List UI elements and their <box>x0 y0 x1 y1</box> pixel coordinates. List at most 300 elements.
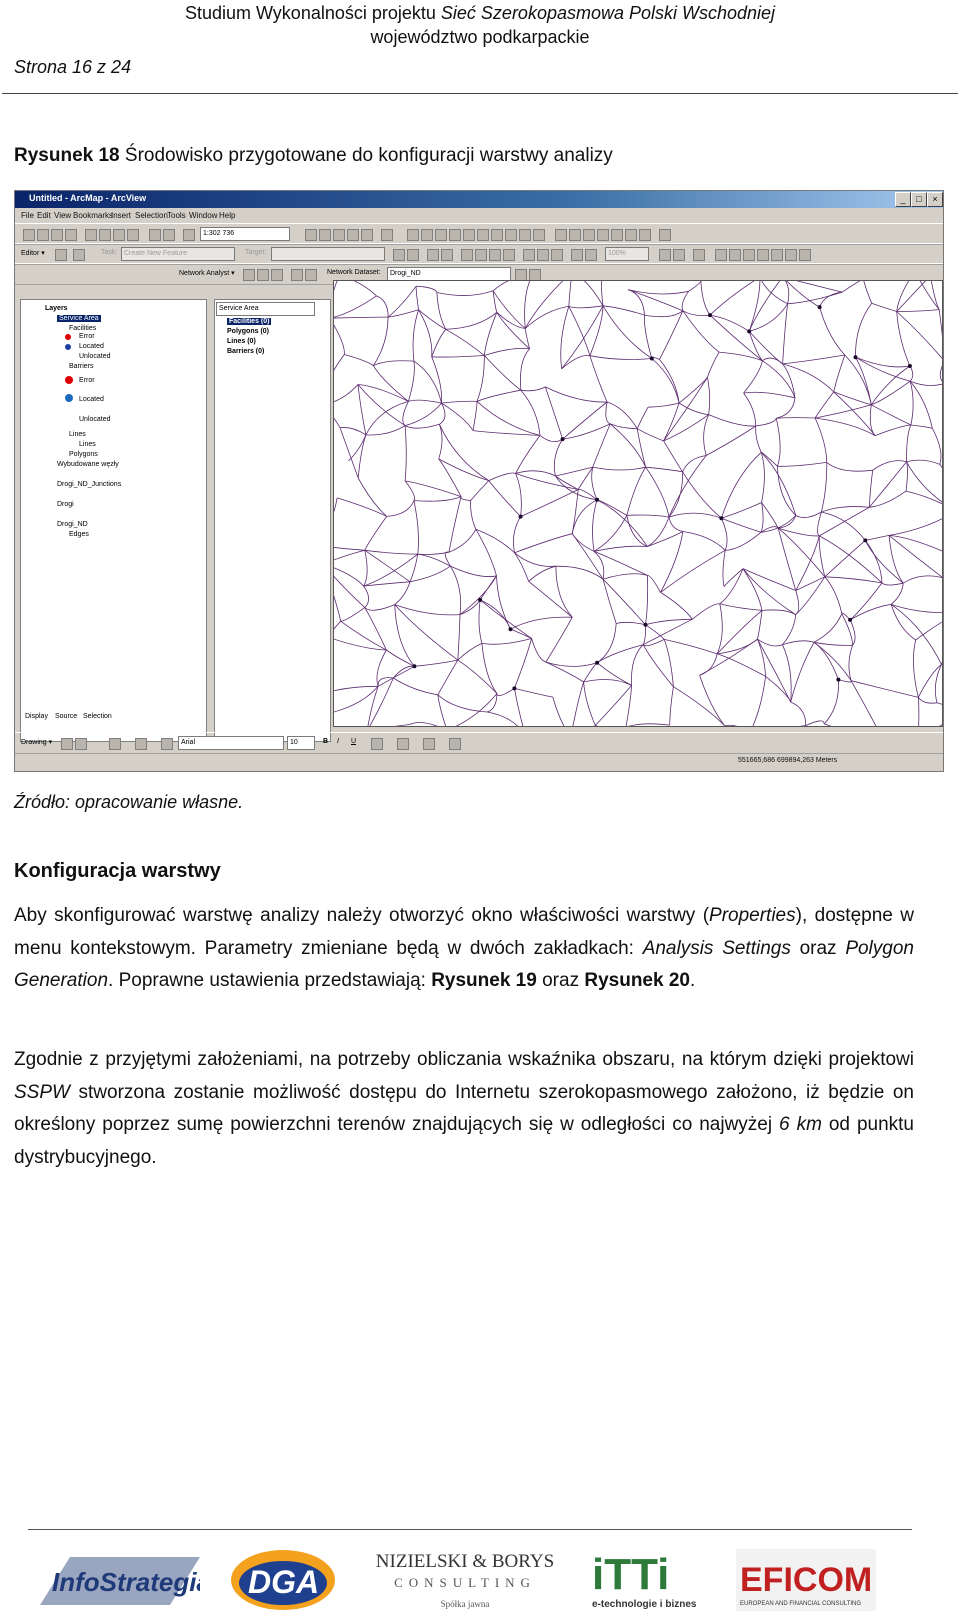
road-segment <box>932 429 941 465</box>
line-color-icon[interactable] <box>423 738 435 750</box>
network-dataset-label: Network Dataset: <box>327 269 381 276</box>
open-icon[interactable] <box>37 229 49 241</box>
road-segment <box>458 643 482 660</box>
road-segment <box>333 621 341 638</box>
select-arrow-icon[interactable] <box>61 738 73 750</box>
network-junction <box>509 627 513 631</box>
road-segment <box>476 529 497 576</box>
menu-view[interactable]: View <box>54 211 72 220</box>
underline-button[interactable]: U <box>351 738 357 745</box>
road-segment <box>414 501 419 554</box>
toc-lines-group[interactable]: Lines <box>69 431 86 438</box>
sketch-properties-icon[interactable] <box>441 249 453 261</box>
road-segment <box>446 312 497 329</box>
road-segment <box>514 688 526 727</box>
road-segment <box>723 550 725 586</box>
road-segment <box>815 392 834 418</box>
road-segment <box>707 377 709 414</box>
rotate-data-icon[interactable] <box>757 249 769 261</box>
link-icon[interactable] <box>503 249 515 261</box>
toc-layers[interactable]: Layers <box>45 305 68 312</box>
trace-icon[interactable] <box>771 249 783 261</box>
road-segment <box>377 296 389 317</box>
target-select[interactable] <box>271 247 385 261</box>
road-segment <box>626 685 632 727</box>
control-points-icon[interactable] <box>537 249 549 261</box>
marker-color-icon[interactable] <box>449 738 461 750</box>
road-segment <box>438 695 447 727</box>
network-junction <box>708 313 712 317</box>
road-segment <box>484 356 521 391</box>
menu-file[interactable]: File <box>21 211 34 220</box>
road-segment <box>414 497 461 502</box>
edit-vertices-icon[interactable] <box>161 738 173 750</box>
clear-selection-icon[interactable] <box>533 229 545 241</box>
menu-tools[interactable]: Tools <box>167 211 186 220</box>
road-segment <box>493 280 532 291</box>
road-segment <box>682 291 688 310</box>
road-segment <box>910 381 943 385</box>
road-segment <box>645 311 683 317</box>
toc-barriers-located: Located <box>79 396 104 403</box>
road-segment <box>594 515 627 551</box>
menu-window[interactable]: Window <box>189 211 218 220</box>
toc-drogi-nd-junctions[interactable]: Drogi_ND_Junctions <box>57 481 122 488</box>
toc-wybudowane-wezly[interactable]: Wybudowane węzły <box>57 461 119 468</box>
network-junction <box>650 357 654 361</box>
road-segment <box>882 583 903 585</box>
rectangle-icon[interactable] <box>109 738 121 750</box>
road-segment <box>930 280 939 310</box>
road-segment <box>333 318 344 354</box>
header-region: województwo podkarpackie <box>370 27 590 47</box>
p1-ref-figure-20: Rysunek 20 <box>584 970 690 991</box>
road-segment <box>865 535 889 540</box>
road-segment <box>756 426 762 452</box>
p1-italic-polygon-generation: Polygon Generation <box>14 937 914 991</box>
toc-service-area[interactable]: Service Area <box>59 315 99 322</box>
map-canvas[interactable] <box>333 280 943 727</box>
road-segment <box>910 366 913 381</box>
select-location-icon[interactable] <box>271 269 283 281</box>
toc-drogi-nd[interactable]: Drogi_ND <box>57 521 88 528</box>
road-segment <box>569 280 572 306</box>
rectify-icon[interactable] <box>585 249 597 261</box>
road-segment <box>903 576 943 583</box>
road-segment <box>516 473 522 516</box>
snap-icon[interactable] <box>571 249 583 261</box>
toc-tab-selection[interactable]: Selection <box>83 713 112 720</box>
road-segment <box>592 500 597 552</box>
arcmap-screenshot <box>14 190 944 772</box>
road-segment <box>873 461 907 471</box>
fixed-zoom-out-icon[interactable] <box>449 229 461 241</box>
road-segment <box>664 639 717 654</box>
catalog-icon[interactable] <box>361 229 373 241</box>
header-divider <box>2 93 958 94</box>
road-segment <box>493 291 525 329</box>
eficom-logo-text: EFICOM <box>740 1561 873 1599</box>
guides-icon[interactable] <box>743 249 755 261</box>
add-data-icon[interactable] <box>183 229 195 241</box>
road-segment <box>856 357 911 381</box>
road-segment <box>458 660 497 693</box>
road-segment <box>339 280 376 296</box>
command-line-icon[interactable] <box>333 229 345 241</box>
sketch-tool-icon[interactable] <box>73 249 85 261</box>
road-segment <box>897 280 915 312</box>
road-segment <box>592 467 597 500</box>
road-segment <box>450 566 460 615</box>
p1-ref-figure-19: Rysunek 19 <box>431 970 537 991</box>
road-segment <box>333 564 365 608</box>
road-segment <box>939 310 943 361</box>
scale-icon[interactable] <box>785 249 797 261</box>
road-segment <box>825 540 866 576</box>
window-title: Untitled - ArcMap - ArcView <box>29 193 147 203</box>
flicker-icon[interactable] <box>693 249 705 261</box>
road-segment <box>442 401 478 403</box>
road-segment <box>563 402 608 439</box>
forward-icon[interactable] <box>505 229 517 241</box>
undo-icon[interactable] <box>149 229 161 241</box>
road-segment <box>907 460 940 464</box>
road-segment <box>386 650 414 666</box>
road-segment <box>891 583 903 604</box>
road-segment <box>643 619 692 645</box>
road-segment <box>820 292 843 307</box>
road-segment <box>815 405 871 418</box>
rotate-tool-icon[interactable] <box>407 249 419 261</box>
standard-toolbar <box>15 223 943 245</box>
road-segment <box>710 280 760 315</box>
toc-polygons[interactable]: Polygons <box>69 451 98 458</box>
layout-icon[interactable] <box>347 229 359 241</box>
network-junction <box>561 437 565 441</box>
road-segment <box>940 464 943 511</box>
p1-italic-analysis-settings: Analysis Settings <box>642 937 791 959</box>
edit-tool-icon[interactable] <box>55 249 67 261</box>
road-segment <box>497 688 515 695</box>
road-segment <box>897 312 910 367</box>
pan-icon[interactable] <box>463 229 475 241</box>
circle-icon[interactable] <box>799 249 811 261</box>
figure-number: Rysunek 18 <box>14 145 120 166</box>
hyperlink-icon[interactable] <box>625 229 637 241</box>
road-segment <box>405 403 441 426</box>
split-tool-icon[interactable] <box>393 249 405 261</box>
back-icon[interactable] <box>491 229 503 241</box>
editor-menu[interactable]: Editor ▾ <box>21 250 45 257</box>
menu-edit[interactable]: Edit <box>37 211 51 220</box>
close-button[interactable]: × <box>927 192 943 207</box>
error-point-icon <box>65 334 71 340</box>
coordinates-readout: 551665,686 699894,263 Meters <box>738 757 838 764</box>
road-segment <box>470 501 475 530</box>
delete-icon[interactable] <box>127 229 139 241</box>
adjust-icon[interactable] <box>523 249 535 261</box>
road-segment <box>545 387 607 402</box>
rotate-icon[interactable] <box>75 738 87 750</box>
road-segment <box>869 470 872 507</box>
swipe-icon[interactable] <box>673 249 685 261</box>
solve-icon[interactable] <box>291 269 303 281</box>
road-segment <box>717 639 757 654</box>
cut-icon[interactable] <box>85 229 97 241</box>
road-segment <box>637 429 663 441</box>
menu-help[interactable]: Help <box>219 211 236 220</box>
road-segment <box>416 286 437 292</box>
road-segment <box>333 545 365 550</box>
road-segment <box>897 312 943 362</box>
road-segment <box>584 682 596 725</box>
status-bar <box>15 753 943 771</box>
road-segment <box>333 385 358 406</box>
road-segment <box>783 355 845 364</box>
road-segment <box>707 352 719 377</box>
road-segment <box>851 681 877 727</box>
road-segment <box>710 315 749 331</box>
road-segment <box>414 660 457 666</box>
window-titlebar <box>15 191 943 208</box>
road-segment <box>897 280 931 312</box>
toc-barriers[interactable]: Barriers <box>69 363 94 370</box>
select-features-icon[interactable] <box>519 229 531 241</box>
directions-icon[interactable] <box>305 269 317 281</box>
measure-icon[interactable] <box>611 229 623 241</box>
paste-icon[interactable] <box>113 229 125 241</box>
save-icon[interactable] <box>51 229 63 241</box>
road-segment <box>796 591 799 615</box>
font-size-select[interactable]: 10 <box>287 736 315 750</box>
road-segment <box>365 550 418 554</box>
layer-icon[interactable] <box>489 249 501 261</box>
road-segment <box>897 310 940 312</box>
road-segment <box>520 349 529 390</box>
grid-icon[interactable] <box>715 249 727 261</box>
new-document-icon[interactable] <box>23 229 35 241</box>
road-segment <box>818 512 822 536</box>
text-icon[interactable] <box>135 738 147 750</box>
time-slider-icon[interactable] <box>639 229 651 241</box>
road-segment <box>405 481 414 501</box>
toc-tab-display[interactable]: Display <box>25 713 48 720</box>
na-polygons[interactable]: Polygons (0) <box>227 328 270 335</box>
road-segment <box>825 577 842 614</box>
road-segment <box>489 473 516 481</box>
magnifier-icon[interactable] <box>659 229 671 241</box>
road-segment <box>704 415 709 456</box>
task-select[interactable]: Create New Feature <box>121 247 235 261</box>
road-segment <box>556 566 572 617</box>
road-segment <box>597 624 616 663</box>
toc-facilities[interactable]: Facilities <box>69 325 97 332</box>
road-segment <box>521 490 579 517</box>
find-icon[interactable] <box>583 229 595 241</box>
topology-icon[interactable] <box>461 249 473 261</box>
road-segment <box>333 317 388 318</box>
zoom-percent-select[interactable]: 100% <box>605 247 649 261</box>
road-segment <box>796 512 822 518</box>
road-segment <box>661 550 726 592</box>
road-segment <box>700 675 725 725</box>
maximize-button[interactable]: □ <box>911 192 927 207</box>
road-segment <box>333 564 341 621</box>
na-window-icon[interactable] <box>243 269 255 281</box>
road-segment <box>516 435 540 473</box>
itti-logo-text: iTTi <box>592 1550 670 1599</box>
road-segment <box>529 566 556 581</box>
minimize-button[interactable]: _ <box>895 192 911 207</box>
toc-tab-source[interactable]: Source <box>55 713 78 720</box>
toc-facilities-error: Error <box>79 333 95 340</box>
road-segment <box>821 512 865 540</box>
network-junction <box>836 678 840 682</box>
network-analyst-menu[interactable]: Network Analyst ▾ <box>179 270 235 277</box>
road-segment <box>824 680 838 724</box>
p2-italic-sspw: SSPW <box>14 1081 70 1103</box>
network-dataset-select[interactable]: Drogi_ND <box>387 267 511 281</box>
footer-divider <box>28 1529 912 1530</box>
nizielski-borys-logo <box>370 1545 560 1615</box>
road-segment <box>783 280 789 304</box>
network-junction <box>908 364 912 368</box>
road-segment <box>664 415 709 441</box>
road-segment <box>333 564 364 586</box>
road-segment <box>673 687 724 726</box>
road-segment <box>916 612 943 640</box>
road-segment <box>782 645 791 702</box>
na-barriers[interactable]: Barriers (0) <box>227 348 265 355</box>
road-segment <box>758 639 791 702</box>
zoom-in-icon[interactable] <box>407 229 419 241</box>
road-segment <box>365 550 410 582</box>
redo-icon[interactable] <box>163 229 175 241</box>
ruler-icon[interactable] <box>729 249 741 261</box>
identify-icon[interactable] <box>569 229 581 241</box>
road-segment <box>344 355 373 366</box>
road-segment <box>911 425 933 429</box>
road-segment <box>709 415 756 426</box>
fixed-zoom-in-icon[interactable] <box>435 229 447 241</box>
create-location-icon[interactable] <box>257 269 269 281</box>
drawing-menu[interactable]: Drawing ▾ <box>21 739 53 746</box>
road-segment <box>683 456 707 472</box>
go-to-xy-icon[interactable] <box>597 229 609 241</box>
road-segment <box>489 481 521 517</box>
road-segment <box>749 676 766 727</box>
menu-insert[interactable]: Insert <box>111 211 132 220</box>
map-scale-select[interactable]: 1:302 736 <box>200 227 290 241</box>
link-table-icon[interactable] <box>551 249 563 261</box>
toc-facilities-unlocated: Unlocated <box>79 353 111 360</box>
road-segment <box>529 581 573 617</box>
editor-toolbar-icon[interactable] <box>305 229 317 241</box>
road-segment <box>643 645 673 687</box>
print-icon[interactable] <box>65 229 77 241</box>
na-lines[interactable]: Lines (0) <box>227 338 256 345</box>
zoom-out-icon[interactable] <box>421 229 433 241</box>
road-segment <box>760 280 788 304</box>
network-junction <box>719 516 723 520</box>
road-segment <box>333 639 386 651</box>
arctoolbox-icon[interactable] <box>319 229 331 241</box>
road-segment <box>408 400 441 403</box>
road-segment <box>889 535 943 552</box>
help-icon[interactable] <box>381 229 393 241</box>
fill-color-icon[interactable] <box>397 738 409 750</box>
road-segment <box>511 617 573 629</box>
road-segment <box>717 654 766 677</box>
analysis-layer-select[interactable]: Service Area <box>216 302 315 316</box>
road-segment <box>889 535 903 583</box>
network-junction <box>854 355 858 359</box>
road-segment <box>569 306 590 355</box>
road-segment <box>593 467 646 470</box>
font-select[interactable]: Arial <box>178 736 284 750</box>
full-extent-icon[interactable] <box>477 229 489 241</box>
road-segment <box>834 392 872 405</box>
copy-icon[interactable] <box>99 229 111 241</box>
itti-logo-tagline: e-technologie i biznes <box>592 1599 697 1610</box>
road-segment <box>333 498 337 545</box>
menu-bookmarks[interactable]: Bookmarks <box>73 211 114 220</box>
road-segment <box>721 518 727 550</box>
page-number: Strona 16 z 24 <box>14 57 132 77</box>
bold-button[interactable]: B <box>323 738 329 745</box>
effects-icon[interactable] <box>659 249 671 261</box>
road-segment <box>477 390 521 401</box>
menu-selection[interactable]: Selection <box>135 211 168 220</box>
road-segment <box>942 612 944 664</box>
road-segment <box>761 452 764 502</box>
road-segment <box>626 724 670 727</box>
na-facilities[interactable]: Facilities (0) <box>229 318 270 325</box>
road-segment <box>471 481 489 501</box>
road-segment <box>616 622 645 624</box>
menu-bar <box>15 209 943 223</box>
toc-drogi[interactable]: Drogi <box>57 501 74 508</box>
road-segment <box>432 356 485 358</box>
road-segment <box>646 467 669 517</box>
road-segment <box>683 472 722 518</box>
georef-icon[interactable] <box>475 249 487 261</box>
road-segment <box>571 682 584 727</box>
select-elements-icon[interactable] <box>555 229 567 241</box>
road-segment <box>815 418 875 436</box>
road-segment <box>834 392 875 436</box>
road-segment <box>515 553 556 567</box>
road-segment <box>358 478 387 516</box>
road-segment <box>871 381 910 405</box>
font-color-icon[interactable] <box>371 738 383 750</box>
road-segment <box>706 426 756 456</box>
road-segment <box>387 501 414 517</box>
road-segment <box>744 361 763 393</box>
road-segment <box>627 467 646 515</box>
attributes-icon[interactable] <box>427 249 439 261</box>
road-segment <box>821 462 826 512</box>
road-segment <box>721 503 761 519</box>
road-segment <box>683 532 725 551</box>
road-segment <box>439 424 488 480</box>
road-segment <box>364 586 369 608</box>
road-segment <box>590 306 603 356</box>
road-segment <box>756 418 777 426</box>
road-segment <box>819 536 882 583</box>
road-segment <box>819 507 869 536</box>
italic-button[interactable]: I <box>337 738 339 745</box>
